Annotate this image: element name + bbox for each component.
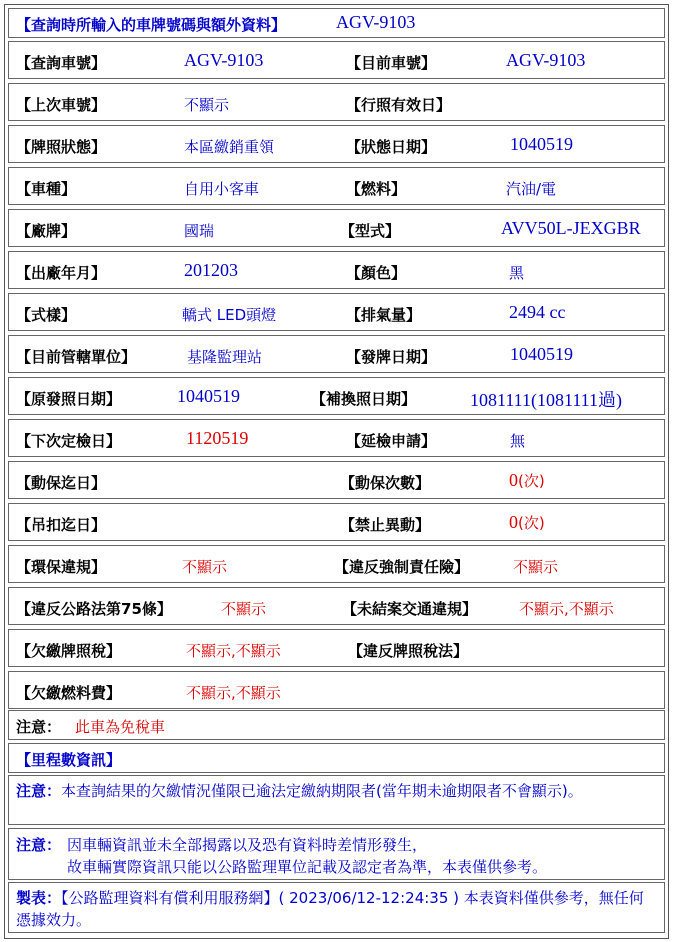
field-label: 【式樣】	[16, 306, 77, 324]
info-row	[8, 461, 665, 499]
header-plate: AGV-9103	[336, 12, 416, 32]
field-label: 【燃料】	[346, 180, 407, 198]
field-label: 【顏色】	[346, 264, 407, 282]
field-value: 轎式 LED頭燈	[182, 306, 277, 324]
count-number: 0	[509, 470, 518, 490]
field-value: AVV50L-JEXGBR	[501, 218, 641, 238]
field-value: 自用小客車	[184, 180, 260, 198]
info-row	[8, 377, 665, 415]
field-label: 【廠牌】	[16, 222, 77, 240]
tax-note-label: 注意：	[16, 718, 62, 736]
footer-row	[8, 882, 665, 933]
field-value: 1081111(1081111過)	[470, 390, 622, 410]
field-value: 1040519	[510, 344, 573, 364]
field-label: 【出廠年月】	[16, 264, 107, 282]
info-row	[8, 167, 665, 205]
tax-note-text: 此車為免稅車	[75, 718, 166, 736]
field-value: 2494 cc	[509, 302, 566, 322]
field-value: 無	[510, 432, 526, 450]
count-number: 0	[509, 512, 518, 532]
note2-row	[8, 828, 665, 880]
field-label: 【牌照狀態】	[16, 138, 107, 156]
footer-note	[16, 887, 658, 931]
field-label: 【狀態日期】	[346, 138, 437, 156]
field-value: 黑	[509, 264, 525, 282]
vehicle-info-table	[4, 4, 669, 939]
field-label: 【違反強制責任險】	[334, 558, 470, 576]
info-row	[8, 545, 665, 583]
mileage-title: 【里程數資訊】	[16, 751, 122, 769]
note1-row	[8, 775, 665, 825]
info-row	[8, 629, 665, 667]
field-value	[509, 470, 545, 491]
note2-line1: 因車輛資訊並未全部揭露以及恐有資料時差情形發生，	[67, 836, 428, 854]
footer-text: 【公路監理資料有償利用服務網】( 2023/06/12-12:24:35 ) 本表資料僅供參考，無任何憑據效力。	[16, 889, 644, 929]
note1-text: 本查詢結果的欠繳情況僅限已逾法定繳納期限者(當年期未逾期限者不會顯示)。	[61, 782, 583, 800]
field-label: 【延檢申請】	[346, 432, 437, 450]
field-label: 【上次車號】	[16, 96, 107, 114]
tax-note-row	[8, 710, 665, 740]
header-row	[8, 8, 665, 38]
field-value: 國瑞	[184, 222, 215, 240]
field-label: 【目前管轄單位】	[16, 348, 137, 366]
field-value: 不顯示,不顯示	[186, 684, 281, 702]
field-label: 【欠繳燃料費】	[16, 684, 122, 702]
field-value: 不顯示	[184, 96, 230, 114]
info-row	[8, 419, 665, 457]
field-value: 不顯示,不顯示	[519, 600, 614, 618]
count-unit: (次)	[518, 514, 545, 532]
field-label: 【違反公路法第75條】	[16, 600, 172, 618]
field-label: 【型式】	[340, 222, 401, 240]
field-value: 不顯示,不顯示	[186, 642, 281, 660]
field-label: 【目前車號】	[346, 54, 437, 72]
note1-label: 注意：	[16, 782, 62, 800]
info-row	[8, 41, 665, 79]
note2-label: 注意：	[16, 836, 62, 854]
header-title: 【查詢時所輸入的車牌號碼與額外資料】	[16, 16, 287, 34]
field-value: 不顯示	[513, 558, 559, 576]
field-value: 不顯示	[221, 600, 267, 618]
field-value: 1120519	[186, 428, 249, 448]
note2-line2: 故車輛實際資訊只能以公路監理單位記載及認定者為準，本表僅供參考。	[67, 858, 548, 876]
field-label: 【車種】	[16, 180, 77, 198]
field-label: 【禁止異動】	[340, 516, 431, 534]
field-label: 【行照有效日】	[346, 96, 452, 114]
field-label: 【未結案交通違規】	[342, 600, 478, 618]
field-label: 【發牌日期】	[346, 348, 437, 366]
field-value: 汽油/電	[506, 180, 557, 198]
field-label: 【吊扣迄日】	[16, 516, 107, 534]
info-row	[8, 293, 665, 331]
field-value: 201203	[184, 260, 238, 280]
field-label: 【排氣量】	[346, 306, 422, 324]
footer-label: 製表：	[16, 889, 62, 907]
field-label: 【違反牌照稅法】	[348, 642, 469, 660]
info-row	[8, 335, 665, 373]
field-label: 【查詢車號】	[16, 54, 107, 72]
info-row	[8, 83, 665, 121]
field-label: 【下次定檢日】	[16, 432, 122, 450]
field-label: 【環保違規】	[16, 558, 107, 576]
info-row	[8, 587, 665, 625]
info-row	[8, 671, 665, 709]
field-value: 基隆監理站	[187, 348, 263, 366]
info-row	[8, 251, 665, 289]
field-value	[509, 512, 545, 533]
field-value: 不顯示	[182, 558, 228, 576]
mileage-row	[8, 743, 665, 773]
field-label: 【補換照日期】	[311, 390, 417, 408]
field-label: 【欠繳牌照稅】	[16, 642, 122, 660]
info-row	[8, 209, 665, 247]
info-row	[8, 503, 665, 541]
field-value: 1040519	[177, 386, 240, 406]
field-value: 本區繳銷重領	[184, 138, 275, 156]
note1	[16, 780, 658, 802]
field-label: 【動保次數】	[340, 474, 431, 492]
field-label: 【動保迄日】	[16, 474, 107, 492]
field-value: AGV-9103	[184, 50, 264, 70]
field-label: 【原發照日期】	[16, 390, 122, 408]
field-value: 1040519	[510, 134, 573, 154]
field-value: AGV-9103	[506, 50, 586, 70]
count-unit: (次)	[518, 472, 545, 490]
info-row	[8, 125, 665, 163]
